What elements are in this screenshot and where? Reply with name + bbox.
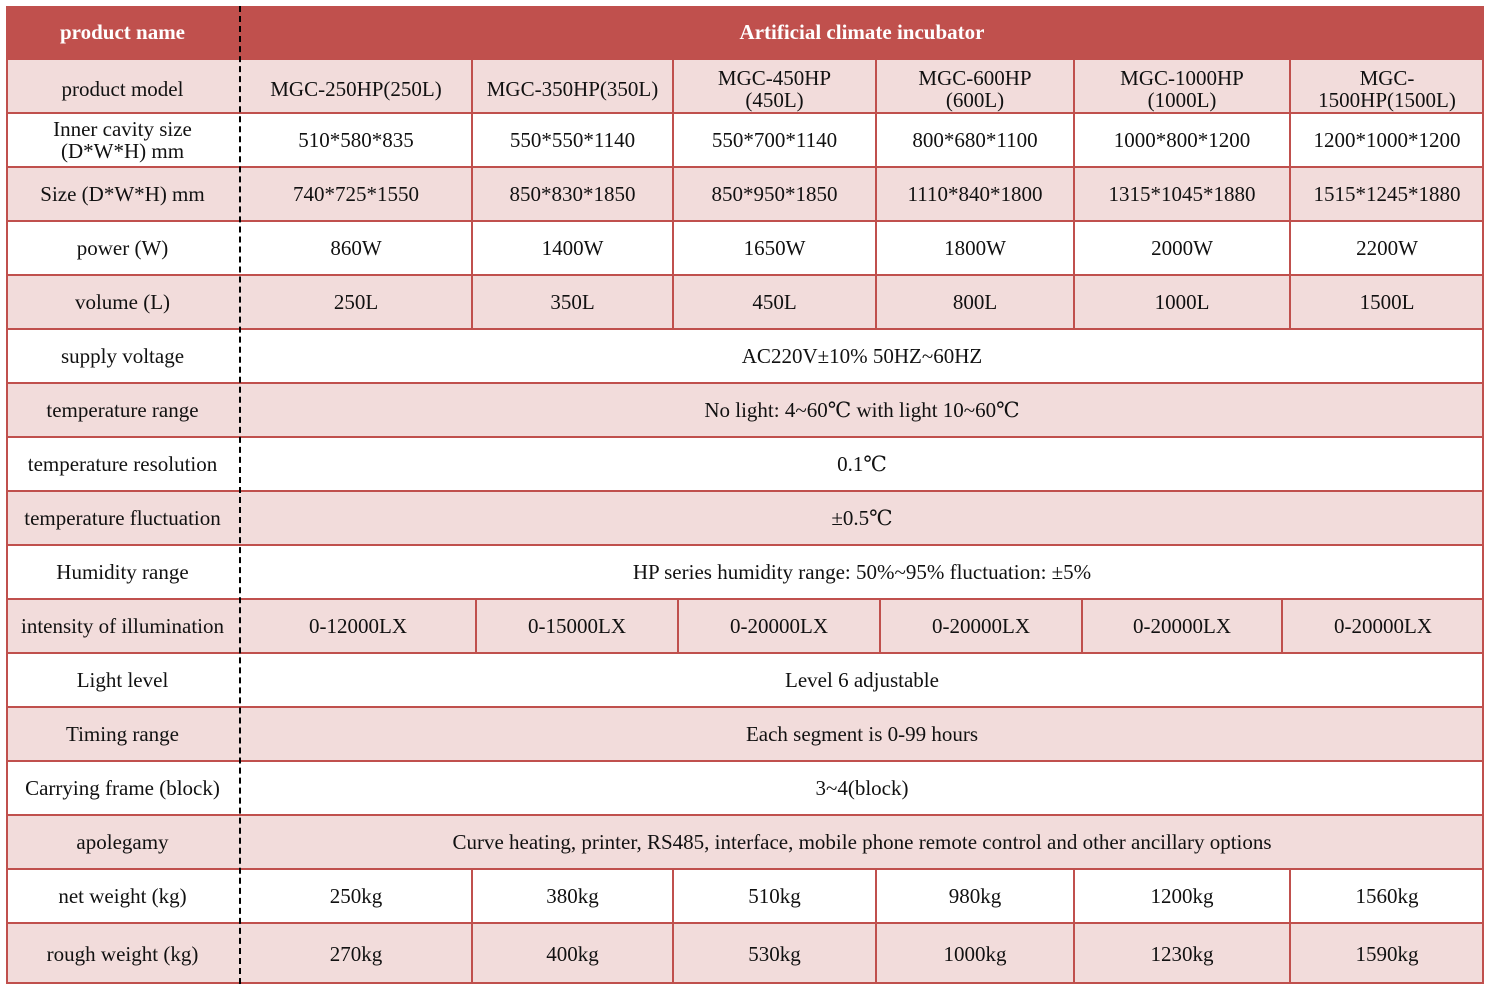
table-row bbox=[6, 112, 1484, 166]
model-value-cell: 740*725*1550 bbox=[293, 182, 419, 206]
column-divider bbox=[875, 60, 877, 118]
column-divider bbox=[1289, 870, 1291, 922]
model-value-cell: 2200W bbox=[1356, 236, 1418, 260]
column-divider bbox=[1281, 600, 1283, 652]
model-value-cell: MGC-350HP(350L) bbox=[486, 77, 659, 101]
table-header-row bbox=[6, 6, 1484, 58]
model-value-cell: 980kg bbox=[948, 884, 1002, 908]
header-label-cell: product name bbox=[59, 20, 186, 44]
row-label-cell: rough weight (kg) bbox=[46, 942, 199, 966]
model-value-cell: MGC-250HP(250L) bbox=[270, 77, 442, 101]
table-row bbox=[6, 166, 1484, 220]
column-divider bbox=[1073, 276, 1075, 328]
spanning-value-cell: ±0.5℃ bbox=[831, 506, 893, 530]
model-value-cell: 800L bbox=[952, 290, 998, 314]
column-divider bbox=[471, 276, 473, 328]
model-value-cell: 380kg bbox=[546, 884, 599, 908]
spanning-value-cell: HP series humidity range: 50%~95% fluctuation: ±5% bbox=[632, 560, 1092, 584]
spanning-value-cell: AC220V±10% 50HZ~60HZ bbox=[741, 344, 983, 368]
model-value-cell: 0-20000LX bbox=[932, 614, 1030, 638]
model-value-cell: 510*580*835 bbox=[298, 128, 414, 152]
model-value-cell: 510kg bbox=[748, 884, 801, 908]
table-row bbox=[6, 274, 1484, 328]
table-row bbox=[6, 814, 1484, 868]
spec-table bbox=[6, 6, 1484, 984]
model-value-cell: 1400W bbox=[541, 236, 604, 260]
model-value-cell: 1110*840*1800 bbox=[907, 182, 1043, 206]
row-label-cell: volume (L) bbox=[74, 290, 171, 314]
column-divider bbox=[875, 222, 877, 274]
column-divider bbox=[879, 600, 881, 652]
model-value-cell: 0-15000LX bbox=[528, 614, 626, 638]
model-value-cell: 1200kg bbox=[1150, 884, 1214, 908]
column-divider bbox=[1289, 60, 1291, 118]
column-divider bbox=[1073, 60, 1075, 118]
model-value-cell: 400kg bbox=[546, 942, 599, 966]
row-label-cell: Size (D*W*H) mm bbox=[40, 182, 205, 206]
column-divider bbox=[672, 60, 674, 118]
table-row bbox=[6, 382, 1484, 436]
table-row bbox=[6, 328, 1484, 382]
table-row bbox=[6, 436, 1484, 490]
row-label-cell: power (W) bbox=[76, 236, 169, 260]
table-row bbox=[6, 490, 1484, 544]
column-divider bbox=[672, 870, 674, 922]
row-label-cell: supply voltage bbox=[60, 344, 185, 368]
column-divider bbox=[1073, 924, 1075, 984]
column-divider bbox=[875, 114, 877, 166]
row-label-cell: temperature fluctuation bbox=[24, 506, 221, 530]
column-divider bbox=[672, 924, 674, 984]
row-label-cell: Timing range bbox=[66, 722, 179, 746]
column-divider bbox=[875, 276, 877, 328]
spanning-value-cell: 3~4(block) bbox=[815, 776, 909, 800]
model-value-cell: 850*830*1850 bbox=[509, 182, 636, 206]
column-divider bbox=[471, 60, 473, 118]
model-value-cell: 550*550*1140 bbox=[509, 128, 636, 152]
model-value-cell: 850*950*1850 bbox=[711, 182, 838, 206]
model-value-cell: MGC-1500HP(1500L) bbox=[1318, 66, 1456, 112]
model-value-cell: 350L bbox=[550, 290, 595, 314]
column-divider bbox=[672, 222, 674, 274]
model-value-cell: 250kg bbox=[329, 884, 383, 908]
model-value-cell: 860W bbox=[330, 236, 382, 260]
spanning-value-cell: No light: 4~60℃ with light 10~60℃ bbox=[704, 398, 1020, 422]
row-label-cell: net weight (kg) bbox=[58, 884, 187, 908]
spanning-value-cell: Each segment is 0-99 hours bbox=[745, 722, 979, 746]
table-row bbox=[6, 922, 1484, 984]
column-divider bbox=[1081, 600, 1083, 652]
model-value-cell: 270kg bbox=[329, 942, 383, 966]
model-value-cell: 250L bbox=[333, 290, 379, 314]
table-row bbox=[6, 544, 1484, 598]
model-value-cell: 1650W bbox=[743, 236, 806, 260]
column-divider bbox=[1289, 222, 1291, 274]
column-divider bbox=[1289, 114, 1291, 166]
column-divider bbox=[1073, 222, 1075, 274]
table-row bbox=[6, 706, 1484, 760]
column-divider bbox=[471, 870, 473, 922]
model-value-cell: 0-20000LX bbox=[1334, 614, 1432, 638]
column-divider bbox=[471, 924, 473, 984]
row-label-cell: intensity of illumination bbox=[21, 614, 224, 638]
model-value-cell: 1000kg bbox=[943, 942, 1007, 966]
model-value-cell: 0-20000LX bbox=[1133, 614, 1231, 638]
table-row bbox=[6, 760, 1484, 814]
header-title-cell: Artificial climate incubator bbox=[739, 20, 985, 44]
column-divider bbox=[1073, 870, 1075, 922]
column-divider bbox=[875, 870, 877, 922]
model-value-cell: 1230kg bbox=[1150, 942, 1214, 966]
spanning-value-cell: Curve heating, printer, RS485, interface, mobile phone remote control and other ancillary options bbox=[452, 830, 1272, 854]
column-divider bbox=[1073, 168, 1075, 220]
model-value-cell: 800*680*1100 bbox=[912, 128, 1038, 152]
column-divider bbox=[875, 168, 877, 220]
column-divider bbox=[875, 924, 877, 984]
row-label-cell: Carrying frame (block) bbox=[25, 776, 220, 800]
row-label-cell: Humidity range bbox=[56, 560, 189, 584]
model-value-cell: MGC-600HP (600L) bbox=[918, 66, 1032, 112]
table-row bbox=[6, 652, 1484, 706]
column-divider bbox=[471, 168, 473, 220]
row-label-cell: temperature range bbox=[46, 398, 199, 422]
row-label-cell: apolegamy bbox=[76, 830, 169, 854]
spanning-value-cell: Level 6 adjustable bbox=[785, 668, 939, 692]
model-value-cell: 1000L bbox=[1154, 290, 1210, 314]
column-divider bbox=[677, 600, 679, 652]
column-divider bbox=[471, 114, 473, 166]
column-divider bbox=[471, 222, 473, 274]
model-value-cell: 1000*800*1200 bbox=[1113, 128, 1251, 152]
table-row bbox=[6, 598, 1484, 652]
row-label-cell: product model bbox=[61, 77, 184, 101]
table-row bbox=[6, 220, 1484, 274]
row-label-cell: temperature resolution bbox=[27, 452, 218, 476]
row-label-cell: Inner cavity size (D*W*H) mm bbox=[53, 117, 192, 163]
column-divider bbox=[1073, 114, 1075, 166]
row-label-cell: Light level bbox=[76, 668, 169, 692]
model-value-cell: 1500L bbox=[1359, 290, 1415, 314]
model-value-cell: 1200*1000*1200 bbox=[1313, 128, 1461, 152]
model-value-cell: 530kg bbox=[748, 942, 801, 966]
model-value-cell: 450L bbox=[752, 290, 797, 314]
spanning-value-cell: 0.1℃ bbox=[837, 452, 887, 476]
model-value-cell: 1560kg bbox=[1355, 884, 1419, 908]
model-value-cell: 1515*1245*1880 bbox=[1313, 182, 1461, 206]
column-divider bbox=[1289, 168, 1291, 220]
model-value-cell: 550*700*1140 bbox=[711, 128, 838, 152]
model-value-cell: 1315*1045*1880 bbox=[1108, 182, 1256, 206]
model-value-cell: 1800W bbox=[944, 236, 1006, 260]
table-row bbox=[6, 868, 1484, 922]
model-value-cell: 2000W bbox=[1151, 236, 1213, 260]
model-value-cell: MGC-1000HP (1000L) bbox=[1120, 66, 1244, 112]
column-divider bbox=[475, 600, 477, 652]
model-value-cell: 1590kg bbox=[1355, 942, 1419, 966]
table-row bbox=[6, 58, 1484, 118]
column-divider bbox=[672, 168, 674, 220]
column-divider bbox=[1289, 924, 1291, 984]
model-value-cell: 0-12000LX bbox=[309, 614, 407, 638]
model-value-cell: 0-20000LX bbox=[730, 614, 828, 638]
column-divider bbox=[1289, 276, 1291, 328]
model-value-cell: MGC-450HP (450L) bbox=[717, 66, 832, 112]
column-divider bbox=[672, 276, 674, 328]
column-divider bbox=[672, 114, 674, 166]
